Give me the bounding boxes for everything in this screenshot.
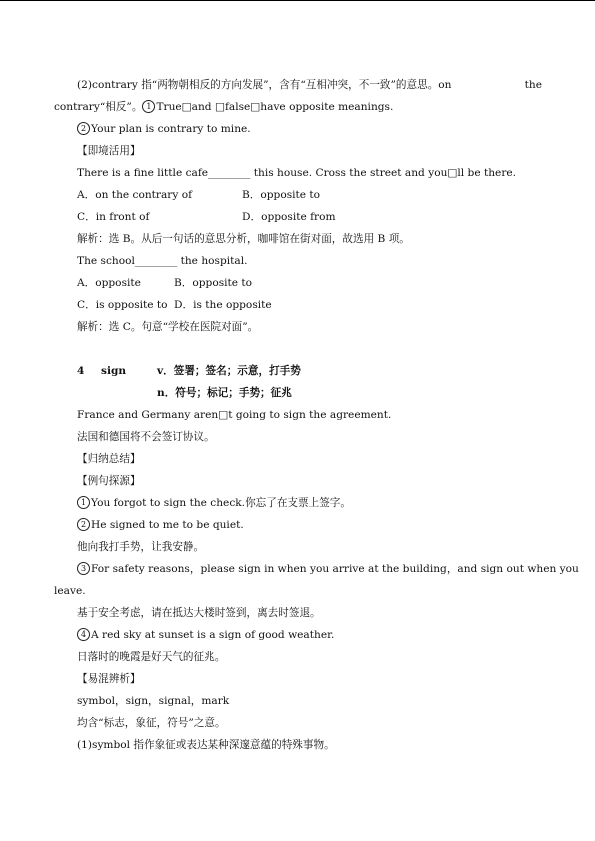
- confusion-symbol-explanation: (1)symbol 指作象征或表达某种深邃意蕴的特殊事物。: [77, 739, 335, 751]
- contrary-explanation-end: the: [524, 79, 542, 91]
- question-1-options-row-2: [0, 210, 595, 224]
- question-1-answer: 解析：选 B。从后一句话的意思分析，咖啡馆在街对面，故选用 B 项。: [77, 233, 410, 245]
- question-2-answer: 解析：选 C。句意“学校在医院对面”。: [77, 321, 259, 333]
- example-number-circle: 2: [77, 122, 90, 135]
- option-b: B．opposite to: [242, 189, 321, 201]
- question-1-stem: There is a fine little cafe________ this house. Cross the street and you□ll be there.: [77, 167, 517, 179]
- sign-example-1: 1 You forgot to sign the check.你忘了在支票上签字。: [0, 496, 595, 510]
- contrary-example-2-line: [0, 122, 595, 136]
- sign-example-2: 2 He signed to me to be quiet.: [0, 518, 595, 532]
- contrary-explanation-line-1: [77, 78, 542, 92]
- question-1-options-row-1: [0, 188, 595, 202]
- confusion-heading: 【易混辨析】: [77, 673, 141, 685]
- contrary-explanation-line-2: contrary“相反”。 1 True□and □false□have opposite meanings.: [54, 101, 394, 113]
- summary-heading: 【归纳总结】: [77, 453, 141, 465]
- question-2-options-row-2: [0, 298, 595, 312]
- option-b: B．opposite to: [174, 277, 253, 289]
- examples-heading: 【例句探源】: [77, 475, 141, 487]
- example-number-circle: 1: [142, 100, 155, 113]
- entry-headword-line: [0, 364, 595, 378]
- entry-number: 4: [77, 365, 85, 377]
- example-number-circle: 1: [77, 496, 90, 509]
- sign-example-3-translation: 基于安全考虑，请在抵达大楼时签到，离去时签退。: [77, 607, 321, 619]
- confusion-words: symbol，sign，signal，mark: [77, 695, 230, 707]
- contrary-example-1: True□and □false□have opposite meanings.: [156, 101, 394, 113]
- option-a: A．on the contrary of: [77, 189, 193, 201]
- entry-example-en: France and Germany aren□t going to sign the agreement.: [77, 409, 392, 421]
- page-top-border: [0, 0, 595, 1]
- sign-example-3: 3 For safety reasons，please sign in when you arrive at the building，and sign out when you: [77, 562, 542, 576]
- sign-example-3-continued: leave.: [54, 585, 86, 597]
- option-c: C．is opposite to: [77, 299, 168, 311]
- contrary-explanation-text: (2)contrary 指“两物朝相反的方向发展”，含有“互相冲突，不一致”的意思。on: [77, 79, 452, 91]
- confusion-common-meaning: 均含“标志，象征，符号”之意。: [77, 717, 226, 729]
- example-number-circle: 3: [77, 562, 90, 575]
- sign-example-4: 4 A red sky at sunset is a sign of good weather.: [0, 628, 595, 642]
- entry-word: sign: [101, 365, 127, 377]
- option-d: D．is the opposite: [174, 299, 272, 311]
- option-c: C．in front of: [77, 211, 150, 223]
- option-d: D．opposite from: [242, 211, 336, 223]
- sign-example-2-translation: 他向我打手势，让我安静。: [77, 541, 205, 553]
- example-number-circle: 4: [77, 628, 90, 641]
- option-a: A．opposite: [77, 277, 141, 289]
- contrary-example-2: Your plan is contrary to mine.: [91, 123, 251, 135]
- entry-example-zh: 法国和德国将不会签订协议。: [77, 431, 215, 443]
- question-2-stem: The school________ the hospital.: [77, 255, 248, 267]
- definition-verb: v．签署；签名；示意，打手势: [157, 365, 301, 377]
- sign-example-4-translation: 日落时的晚霞是好天气的征兆。: [77, 651, 226, 663]
- question-2-options-row-1: [0, 276, 595, 290]
- practice-heading: 【即境活用】: [77, 145, 141, 157]
- example-number-circle: 2: [77, 518, 90, 531]
- definition-noun: n．符号；标记；手势；征兆: [157, 387, 292, 399]
